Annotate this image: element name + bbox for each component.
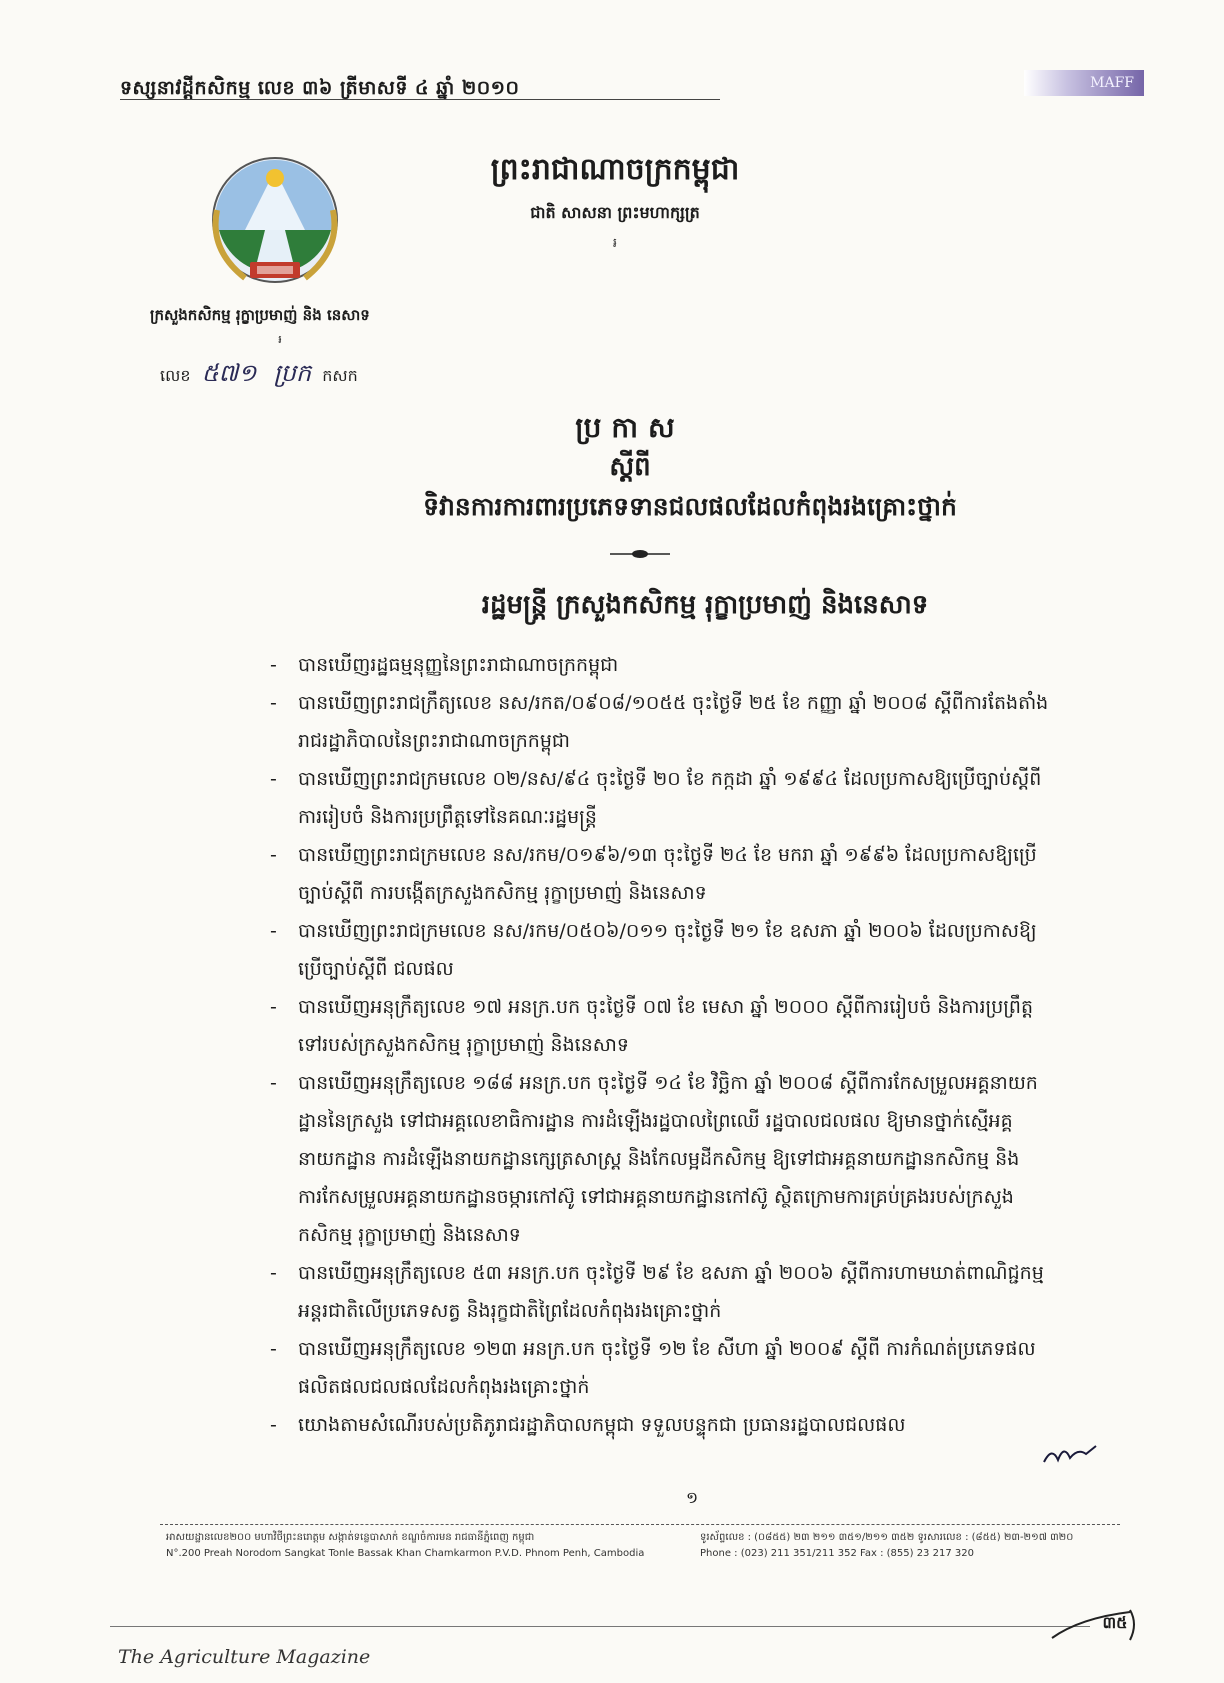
magazine-rule [110,1626,1090,1627]
footer-contact [700,1530,1140,1562]
footer-address [166,1530,686,1562]
list-item [270,684,1050,760]
bullet-dash: - [270,920,277,942]
maff-badge: MAFF [1024,70,1144,96]
magazine-issue-header: ទស្សនាវដ្តីកសិកម្ម លេខ ៣៦ ត្រីមាសទី ៤ ឆ្នាំ ២០១០ [120,77,520,99]
list-item [270,912,1050,988]
address-english: N°.200 Preah Norodom Sangkat Tonle Bassak Khan Chamkarmon P.V.D. Phnom Penh, Cambodia [166,1548,645,1559]
magazine-name: The Agriculture Magazine [118,1646,371,1668]
subject-label: ស្តីពី [609,452,651,482]
list-item [270,1406,1050,1444]
ref-number: ៥៧១ [201,359,257,387]
divider-ornament-icon [610,548,670,560]
ministry-name: ក្រសួងកសិកម្ម រុក្ខាប្រមាញ់ និង នេសាទ [150,306,370,324]
bullet-dash: - [270,844,277,866]
reference-text: បានឃើញអនុក្រឹត្យលេខ ៥៣ អនក្រ.បក ចុះថ្ងៃទី ២៩ ខែ ឧសភា ឆ្នាំ ២០០៦ ស្តីពីការហាមឃាត់ពាណិជ្ជកម្មអន្តរជាតិលើប្រភេទសត្វ និងរុក្ខជាតិព្រៃដែលកំពុងរងគ្រោះថ្នាក់ [298,1262,1044,1322]
list-item [270,1064,1050,1254]
list-item [270,1330,1050,1406]
phone-english: Phone : (023) 211 351/211 352 Fax : (855) 23 217 320 [700,1548,974,1559]
reference-text: បានឃើញព្រះរាជក្រមលេខ ០២/នស/៩៤ ចុះថ្ងៃទី ២០ ខែ កក្កដា ឆ្នាំ ១៩៩៤ ដែលប្រកាសឱ្យប្រើច្បាប់ស្តីពីការរៀបចំ និងការប្រព្រឹត្តទៅនៃគណៈរដ្ឋមន្ត្រី [298,768,1042,828]
phone-khmer: ទូរស័ព្ទលេខ : (០៨៥៥) ២៣ ២១១ ៣៥១/២១១ ៣៥២ ទូរសារលេខ : (៨៥៥) ២៣-២១៧ ៣២០ [700,1532,1074,1543]
ref-suffix: ប្រក [273,359,312,387]
document-subject: ទិវានការការពារប្រភេទទានជលផលដែលកំពុងរងគ្រោះថ្នាក់ [423,492,957,521]
kingdom-title: ព្រះរាជាណាចក្រកម្ពុជា [490,152,740,187]
reference-text: បានឃើញព្រះរាជក្រមលេខ នស/រកម/០៥០៦/០១១ ចុះថ្ងៃទី ២១ ខែ ឧសភា ឆ្នាំ ២០០៦ ដែលប្រកាសឱ្យប្រើច្បាប់ស្តីពី ជលផល [298,920,1037,980]
page-number: ១ [685,1488,699,1507]
reference-text: បានឃើញព្រះរាជក្រមលេខ នស/រកម/០១៩៦/១៣ ចុះថ្ងៃទី ២៤ ខែ មករា ឆ្នាំ ១៩៩៦ ដែលប្រកាសឱ្យប្រើច្បាប់ស្តីពី ការបង្កើតក្រសួងកសិកម្ម រុក្ខាប្រមាញ់ និងនេសាទ [298,844,1037,904]
bullet-dash: - [270,1072,277,1094]
reference-text: បានឃើញអនុក្រឹត្យលេខ ១២៣ អនក្រ.បក ចុះថ្ងៃទី ១២ ខែ សីហា ឆ្នាំ ២០០៩ ស្តីពី ការកំណត់ប្រភេទផល ផលិតផលជលផលដែលកំពុងរងគ្រោះថ្នាក់ [298,1338,1036,1398]
bullet-dash: - [270,996,277,1018]
ref-tail: កសក [322,366,358,385]
reference-text: យោងតាមសំណើរបស់ប្រតិភូរាជរដ្ឋាភិបាលកម្ពុជា ទទួលបន្ទុកជា ប្រធានរដ្ឋបាលជលផល [298,1414,906,1436]
reference-text: បានឃើញអនុក្រឹត្យលេខ ១៧ អនក្រ.បក ចុះថ្ងៃទី ០៧ ខែ មេសា ឆ្នាំ ២០០០ ស្តីពីការរៀបចំ និងការប្រព្រឹត្តទៅរបស់ក្រសួងកសិកម្ម រុក្ខាប្រមាញ់ និងនេសាទ [298,996,1034,1056]
reference-text: បានឃើញព្រះរាជក្រឹត្យលេខ នស/រកត/០៩០៨/១០៥៥ ចុះថ្ងៃទី ២៥ ខែ កញ្ញា ឆ្នាំ ២០០៨ ស្តីពីការតែងតាំងរាជរដ្ឋាភិបាលនៃព្រះរាជាណាចក្រកម្ពុជា [298,692,1049,752]
reference-list [270,646,1050,1444]
ministry-emblem-icon [205,150,345,300]
bullet-dash: - [270,692,277,714]
list-item [270,1254,1050,1330]
kingdom-ornament: ៛ [612,236,618,251]
list-item [270,988,1050,1064]
ministry-ornament: ៛ [278,333,282,346]
reference-number [160,358,460,393]
reference-text: បានឃើញអនុក្រឹត្យលេខ ១៨៨ អនក្រ.បក ចុះថ្ងៃទី ១៤ ខែ វិច្ឆិកា ឆ្នាំ ២០០៨ ស្តីពីការកែសម្រួលអគ្គនាយកដ្ឋាននៃក្រសួង ទៅជាអគ្គលេខាធិការដ្ឋាន ការដំឡើងរដ្ឋបាលព្រៃឈើ រដ្ឋបាលជលផល ឱ្យមានថ្នាក់ស្មើអគ្គនាយកដ្ឋាន ការដំឡើងនាយកដ្ឋានក្សេត្រសាស្ត្រ និងកែលម្អដីកសិកម្ម ឱ្យទៅជាអគ្គនាយកដ្ឋានកសិកម្ម និងការកែសម្រួលអគ្គនាយកដ្ឋានចម្ការកៅស៊ូ ទៅជាអគ្គនាយកដ្ឋានកៅស៊ូ ស្ថិតក្រោមការគ្រប់គ្រងរបស់ក្រសួងកសិកម្ម រុក្ខាប្រមាញ់ និងនេសាទ [298,1072,1038,1246]
minister-heading: រដ្ឋមន្ត្រី ក្រសួងកសិកម្ម រុក្ខាប្រមាញ់ និងនេសាទ [481,590,929,620]
list-item [270,646,1050,684]
bullet-dash: - [270,768,277,790]
footer-rule [160,1524,1120,1525]
magazine-page-number: ៣៥ [1102,1613,1128,1632]
initial-signature-icon [1040,1440,1100,1470]
list-item [270,836,1050,912]
bullet-dash: - [270,1414,277,1436]
document-type: ប្រកាស [575,411,685,444]
ref-prefix: លេខ [160,366,191,385]
address-khmer: អាសយដ្ឋានលេខ២០០ មហាវិថីព្រះនរោត្តម សង្កាត់ទន្លេបាសាក់ ខណ្ឌចំការមន រាជធានីភ្នំពេញ កម្ពុជា [166,1532,535,1543]
kingdom-motto: ជាតិ សាសនា ព្រះមហាក្សត្រ [530,203,700,222]
header-rule [120,99,720,100]
bullet-dash: - [270,654,277,676]
bullet-dash: - [270,1262,277,1284]
bullet-dash: - [270,1338,277,1360]
list-item [270,760,1050,836]
reference-text: បានឃើញរដ្ឋធម្មនុញ្ញនៃព្រះរាជាណាចក្រកម្ពុជា [298,654,619,676]
